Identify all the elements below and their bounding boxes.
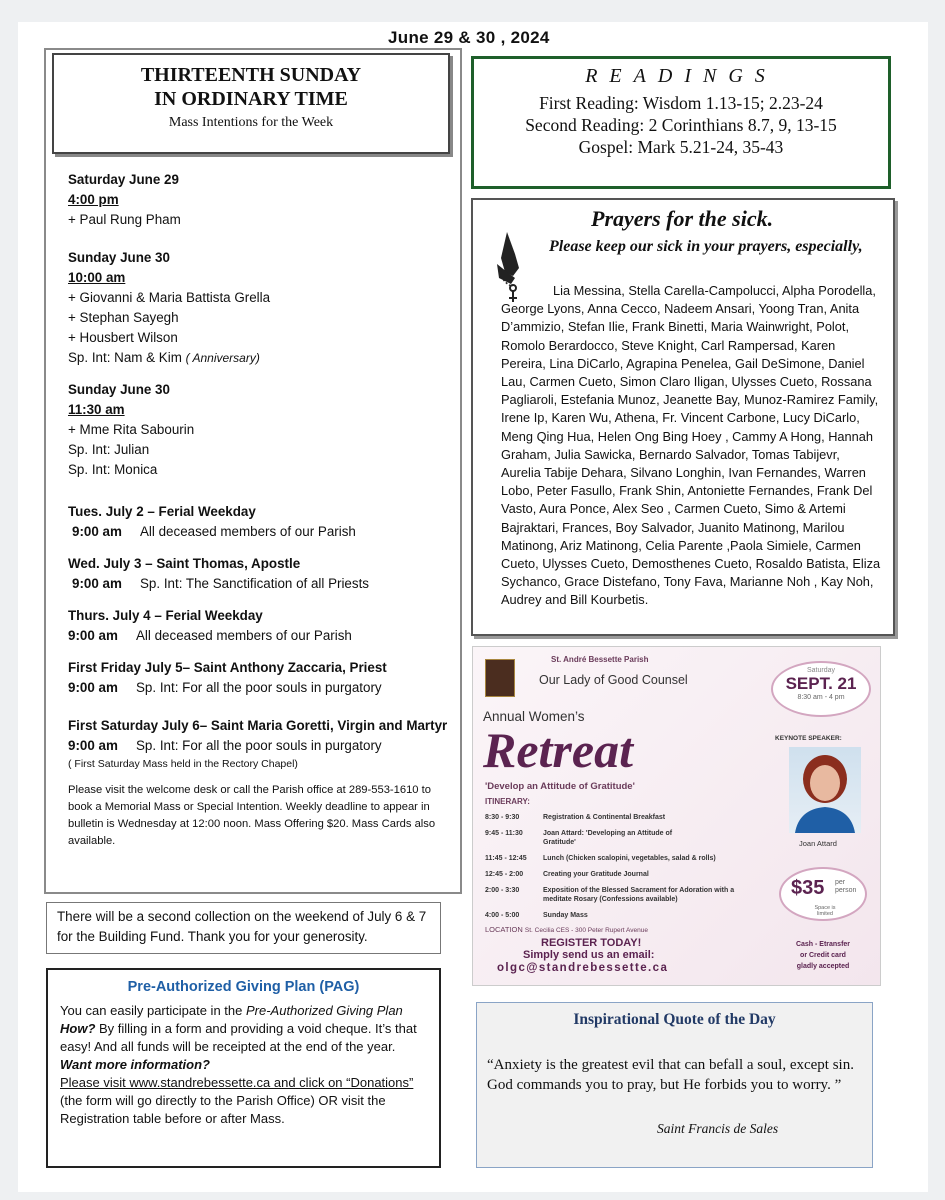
price-per [835,879,856,895]
retreat-hours: 8:30 am - 4 pm [797,694,845,701]
price-amount: $35 [791,877,825,899]
mass-day: Saturday June 29 [68,172,179,187]
itinerary-item [485,813,775,822]
mass-row [68,522,448,542]
sunday-title-box [52,53,450,154]
mass-intention: + Housbert Wilson [68,330,178,345]
speaker-portrait-icon [789,747,861,833]
sunday-title-line2: IN ORDINARY TIME [154,88,348,110]
booking-note: Please visit the welcome desk or call the Parish office at 289-553-1610 to book a Memorial Mass or Special Intention. Weekly deadline to appear in bulletin is Wednesday at 12:00 noon. Mass Offering $20. Mass Cards also available. [68,784,436,847]
itinerary-desc: Exposition of the Blessed Sacrament for Adoration with a meditate Rosary (Confessions available) [543,887,735,903]
madonna-icon [485,659,515,697]
prayers-names-list: Lia Messina, Stella Carella-Campolucci, Alpha Porodella, George Lyons, Anna Cecco, Nadeem Ansari, Yoong Tran, Anita D’ammizio, Stefan Ilie, Frank Binetti, Maria Wainwright, Polot, Romolo Berardocco, Steve Knight, Carl Rampersad, Karen Pereira, Lina DiCarlo, Agrapina Penelea, Gail DeSimone, Daniel Lau, Carmen Cueto, Simon Claro Iligan, Ulysses Cueto, Rossana Pagliaroli, Estefania Munoz, Jeanette Bay, Munoz-Ramirez Family, Irene Ip, Karen Wu, Athena, Fr. Vincent Carbone, Lucy DiCarlo, Meng Qing Hua, Helen Ong Bing Hoey , Cammy A Hong, Hannah Graham, Julia Sawicka, Bernardo Salvador, Tomas Tabijevr, Aurelia Tabije Dehara, Silvano Longhin, Ivan Fernandes, Warren Lobo, Peter Fasullo, Frank Shin, Antoniette Fernandes, Frank Del Vasto, Aura Ponce, Alex Seo , Carmen Cueto, Simo & Artemi Bajraktari, Frances, Boy Salvador, Juanito Matinong, Marilou Matinong, Ariz Matinong, Celia Parente ,Paola Simiele, Carmen Cueto, Ulysses Cueto, Demosthenes Cueto, Rosaldo Batista, Eliza Sychanco, Grace Distefano, Tony Fava, Marianne Noh , Kay Noh, Audrey and Bill Kourbetis. [501,283,881,608]
itinerary-item [485,886,775,904]
itinerary-time: 2:00 - 3:30 [485,887,520,894]
register-today: REGISTER TODAY! [541,937,642,949]
space-limited: Space is limited [814,905,836,917]
sunday-subtitle: Mass Intentions for the Week [168,115,334,130]
mass-time: 4:00 pm [68,192,119,207]
flyer-retreat-title: Retreat [483,722,633,778]
pag-intro: You can easily participate in the [60,1003,246,1018]
mass-day: First Saturday July 6– Saint Maria Goretti, Virgin and Martyr [68,718,448,733]
mass-day: Wed. July 3 – Saint Thomas, Apostle [68,556,301,571]
mass-intention: + Paul Rung Pham [68,212,181,227]
second-reading: Second Reading: 2 Corinthians 8.7, 9, 13-15 [525,115,837,135]
retreat-flyer [472,646,881,986]
flyer-parish: St. André Bessette Parish [551,655,649,664]
mass-time: 9:00 am [72,576,122,591]
flyer-theme: 'Develop an Attitude of Gratitude' [485,781,635,792]
gospel-reading: Gospel: Mark 5.21-24, 35-43 [578,137,784,157]
mass-day: Sunday June 30 [68,382,170,397]
speaker-photo [789,747,861,833]
itinerary-desc: Joan Attard: 'Developing an Attitude of Gratitude' [543,830,673,846]
itinerary-item [485,911,775,920]
mass-row [68,574,448,594]
itinerary-desc: Lunch (Chicken scalopini, vegetables, salad & rolls) [543,855,716,862]
itinerary-time: 12:45 - 2:00 [485,871,524,878]
flyer-olgc: Our Lady of Good Counsel [539,673,688,687]
readings-title: READINGS [585,65,777,87]
pag-website-link[interactable]: Please visit www.standrebessette.ca and click on “Donations” [60,1075,414,1090]
mass-time: 11:30 am [68,402,125,417]
itinerary-time: 4:00 - 5:00 [485,912,520,919]
prayers-title: Prayers for the sick. [591,206,774,231]
mass-day: Thurs. July 4 – Ferial Weekday [68,608,263,623]
mass-intention: Sp. Int: The Sanctification of all Priests [140,576,369,591]
mass-row [68,626,448,646]
itinerary-item [485,854,775,863]
itinerary-desc: Creating your Gratitude Journal [543,871,649,878]
mass-time: 9:00 am [68,680,118,695]
itinerary-item [485,829,775,847]
quote-box [476,1002,873,1168]
mass-row [68,678,448,698]
retreat-weekday: Saturday [806,667,836,674]
first-reading: First Reading: Wisdom 1.13-15; 2.23-24 [539,93,823,113]
pag-how-text: By filling in a form and providing a void cheque. It’s that easy! And all funds will be receipted at the end of the year. [60,1021,417,1054]
mass-intention: All deceased members of our Parish [140,524,356,539]
keynote-label: KEYNOTE SPEAKER: [775,735,842,742]
itinerary-time: 8:30 - 9:30 [485,814,520,821]
mass-time: 9:00 am [72,524,122,539]
mass-intention: Sp. Int: Julian [68,442,150,457]
mass-intention: Sp. Int: For all the poor souls in purgatory [136,680,382,695]
register-simply: Simply send us an email: [523,949,655,961]
mass-day: Tues. July 2 – Ferial Weekday [68,504,256,519]
mass-row [68,736,448,756]
mass-day: First Friday July 5– Saint Anthony Zaccaria, Priest [68,660,387,675]
prayers-subtitle: Please keep our sick in your prayers, especially, [549,238,863,255]
itinerary-item [485,870,775,879]
mass-intention: + Giovanni & Maria Battista Grella [68,290,271,305]
itinerary-list [485,813,775,927]
pag-text [60,1002,427,1128]
register-email[interactable]: olgc@standrebessette.ca [497,962,669,974]
rectory-chapel-note: ( First Saturday Mass held in the Rectory Chapel) [68,758,298,770]
flyer-annual: Annual Women’s [483,709,585,724]
prayers-box [471,198,895,636]
price-person-text: person [835,887,857,894]
payment-line: gladly accepted [796,963,850,970]
anniversary-note: ( Anniversary) [185,351,260,365]
pag-how: How? [60,1021,96,1036]
readings-box [471,56,891,189]
mass-intention: Sp. Int: Monica [68,462,158,477]
speaker-name: Joan Attard [799,839,837,848]
retreat-date: SEPT. 21 [785,674,857,693]
location-label: LOCATION [485,925,523,934]
bulletin-date: June 29 & 30 , 2024 [388,28,550,47]
itinerary-desc: Sunday Mass [543,912,588,919]
itinerary-desc: Registration & Continental Breakfast [543,814,666,821]
mass-day: Sunday June 30 [68,250,170,265]
pag-plan-name: Pre-Authorized Giving Plan [245,1003,403,1018]
mass-time: 10:00 am [68,270,126,285]
mass-time: 9:00 am [68,628,118,643]
mass-time: 9:00 am [68,738,118,753]
quote-title: Inspirational Quote of the Day [573,1011,776,1028]
payment-info [773,939,873,972]
pag-more-info: Want more information? [60,1057,210,1072]
mass-intention [68,348,448,368]
price-badge [779,867,867,921]
pag-closing: (the form will go directly to the Parish Office) OR visit the Registration table before or after Mass. [60,1093,386,1126]
payment-line: or Credit card [800,952,846,959]
sunday-title-line1: THIRTEENTH SUNDAY [140,64,362,86]
second-collection-note: There will be a second collection on the weekend of July 6 & 7 for the Building Fund. Thank you for your generosity. [46,902,441,954]
pag-title: Pre-Authorized Giving Plan (PAG) [127,979,360,995]
quote-text: “Anxiety is the greatest evil that can befall a soul, except sin. God commands you to pray, but He forbids you to worry. ” [487,1057,854,1093]
retreat-date-badge [771,661,871,717]
price-per-text: per [835,879,846,886]
location-address: St. Cecilia CES - 300 Peter Rupert Avenue [524,927,648,934]
mass-intention-text: Sp. Int: Nam & Kim [68,350,182,365]
pag-box [46,968,441,1168]
mass-intention: All deceased members of our Parish [136,628,352,643]
mass-intention: + Stephan Sayegh [68,310,179,325]
itinerary-time: 11:45 - 12:45 [485,855,527,862]
itinerary-time: 9:45 - 11:30 [485,830,523,837]
mass-intention: + Mme Rita Sabourin [68,422,195,437]
payment-line: Cash - Etransfer [795,941,851,948]
mass-schedule [68,170,448,850]
flyer-location [485,925,648,934]
mass-intention: Sp. Int: For all the poor souls in purgatory [136,738,382,753]
quote-author: Saint Francis de Sales [657,1121,779,1136]
itinerary-label: ITINERARY: [485,797,530,806]
